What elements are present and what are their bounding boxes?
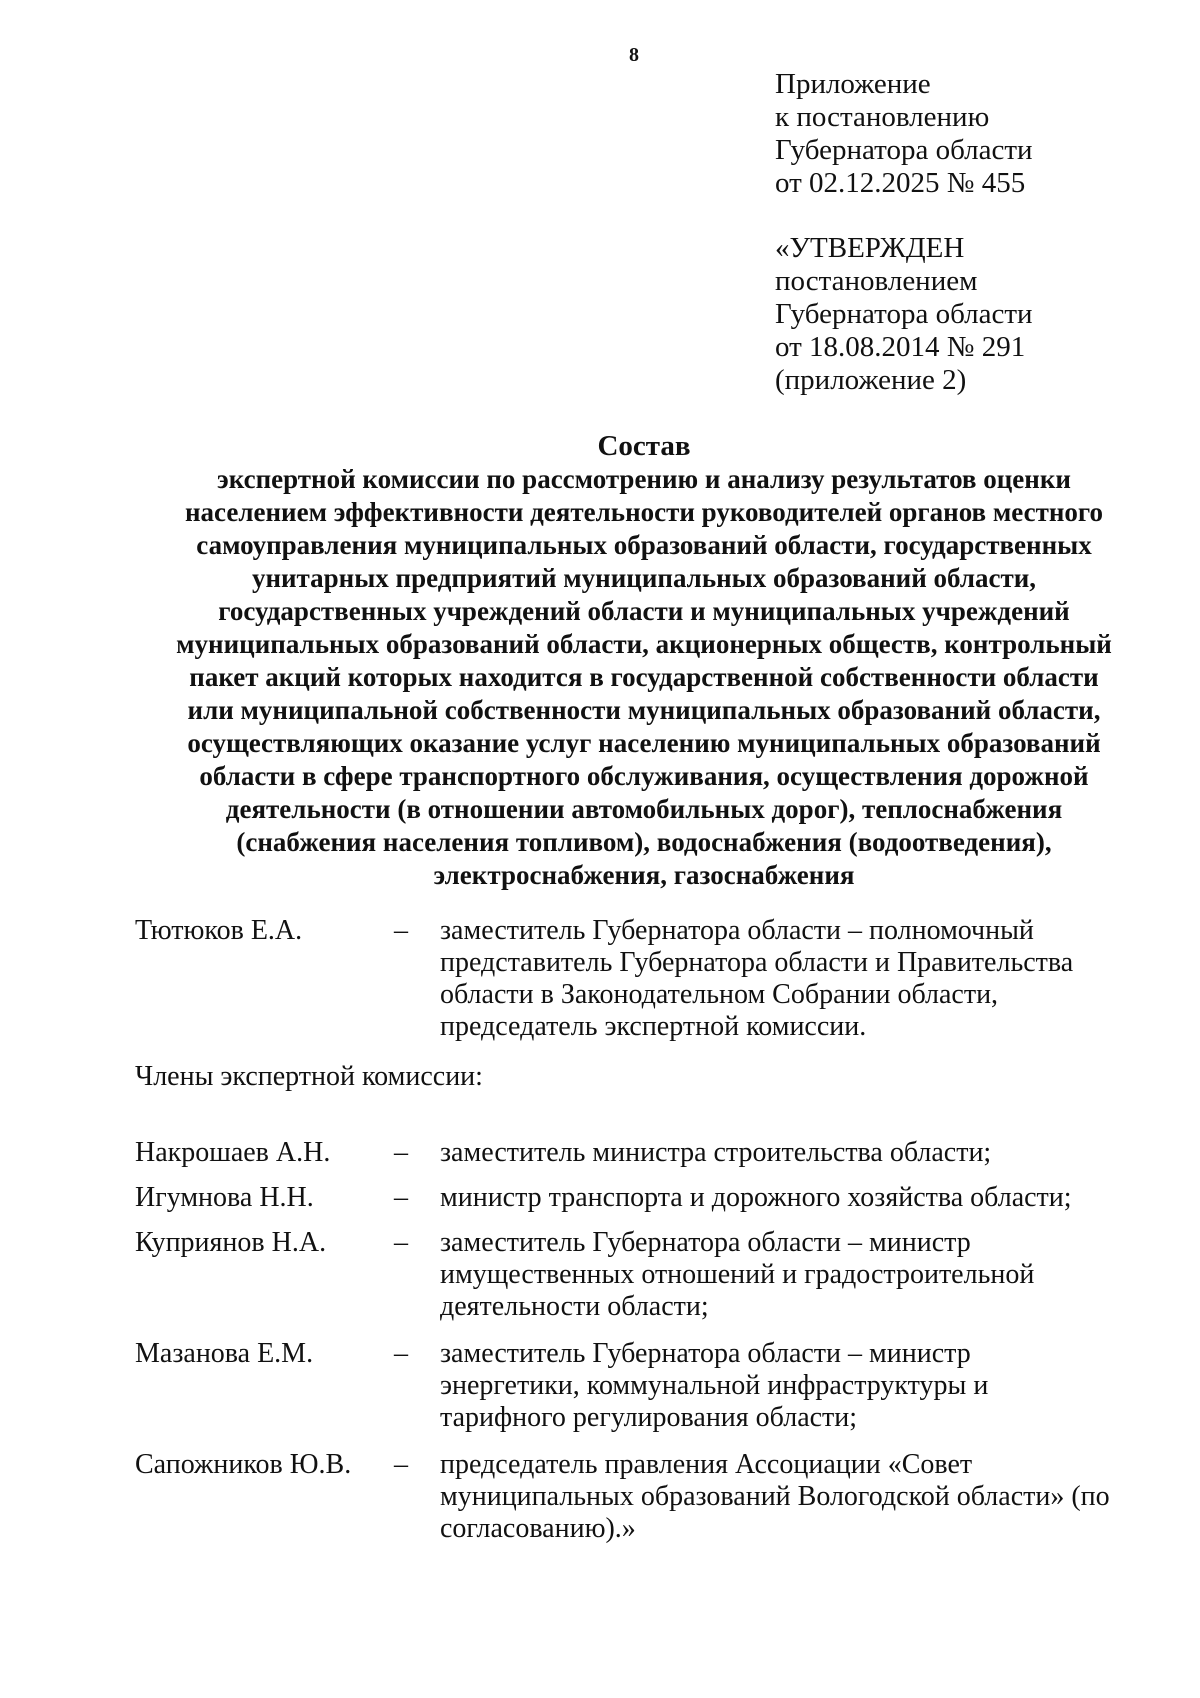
page-number: 8 [629, 44, 639, 66]
members-heading: Члены экспертной комиссии: [135, 1061, 483, 1092]
member-name: Тютюков Е.А. [135, 915, 303, 946]
position-line: председатель правления Ассоциации «Совет [440, 1449, 973, 1480]
title-line: осуществляющих оказание услуг населению муниципальных образований [187, 728, 1101, 758]
title-line: унитарных предприятий муниципальных образований области, [251, 563, 1037, 593]
title-line: области в сфере транспортного обслуживания, осуществления дорожной [199, 761, 1089, 791]
position-line: энергетики, коммунальной инфраструктуры и [440, 1370, 989, 1401]
position-line: согласованию).» [440, 1513, 636, 1544]
dash-separator: – [394, 1182, 408, 1213]
member-name: Сапожников Ю.В. [135, 1449, 352, 1480]
attachment-line: Приложение [775, 68, 931, 100]
approval-line: Губернатора области [775, 298, 1033, 330]
approval-line: «УТВЕРЖДЕН [775, 232, 965, 264]
position-line: тарифного регулирования области; [440, 1402, 858, 1433]
member-position [440, 1449, 1160, 1545]
position-line: имущественных отношений и градостроительной [440, 1259, 1035, 1290]
dash-separator: – [394, 915, 408, 946]
position-line: муниципальных образований Вологодской области» (по [440, 1481, 1110, 1512]
position-line: области в Законодательном Собрании области, [440, 979, 999, 1010]
approval-line: постановлением [775, 265, 978, 297]
title-line: электроснабжения, газоснабжения [433, 860, 855, 890]
dash-separator: – [394, 1449, 408, 1480]
approval-stamp-block [775, 232, 1033, 397]
dash-separator: – [394, 1137, 408, 1168]
position-line: заместитель Губернатора области – полномочный [440, 915, 1034, 946]
position-line: председатель экспертной комиссии. [440, 1011, 867, 1042]
dash-separator: – [394, 1338, 408, 1369]
title-line: населением эффективности деятельности руководителей органов местного [185, 497, 1103, 527]
title-line: деятельности (в отношении автомобильных дорог), теплоснабжения [225, 794, 1063, 824]
title-line: экспертной комиссии по рассмотрению и анализу результатов оценки [217, 464, 1071, 494]
title-line: государственных учреждений области и муниципальных учреждений [218, 596, 1070, 626]
title-line: пакет акций которых находится в государственной собственности области [189, 662, 1099, 692]
document-title [120, 430, 1168, 892]
position-line: заместитель Губернатора области – министр [440, 1227, 971, 1258]
member-name: Мазанова Е.М. [135, 1338, 314, 1369]
title-line: (снабжения населения топливом), водоснабжения (водоотведения), [236, 827, 1052, 857]
member-position [440, 1227, 1160, 1323]
attachment-block [775, 68, 1033, 200]
member-position [440, 915, 1160, 1043]
title-heading: Состав [597, 430, 691, 462]
member-position [440, 1137, 1160, 1169]
title-line: самоуправления муниципальных образований области, государственных [196, 530, 1092, 560]
position-line: деятельности области; [440, 1291, 709, 1322]
approval-line: (приложение 2) [775, 364, 967, 396]
position-line: заместитель министра строительства области; [440, 1137, 992, 1168]
title-line: или муниципальной собственности муниципальных образований области, [187, 695, 1101, 725]
position-line: заместитель Губернатора области – министр [440, 1338, 971, 1369]
dash-separator: – [394, 1227, 408, 1258]
member-position [440, 1338, 1160, 1434]
approval-line: от 18.08.2014 № 291 [775, 331, 1026, 363]
attachment-line: от 02.12.2025 № 455 [775, 167, 1026, 199]
attachment-line: к постановлению [775, 101, 990, 133]
attachment-line: Губернатора области [775, 134, 1033, 166]
position-line: министр транспорта и дорожного хозяйства области; [440, 1182, 1072, 1213]
member-position [440, 1182, 1160, 1214]
member-name: Игумнова Н.Н. [135, 1182, 314, 1213]
member-name: Куприянов Н.А. [135, 1227, 327, 1258]
member-name: Накрошаев А.Н. [135, 1137, 331, 1168]
position-line: представитель Губернатора области и Правительства [440, 947, 1074, 978]
title-line: муниципальных образований области, акционерных обществ, контрольный [176, 629, 1112, 659]
